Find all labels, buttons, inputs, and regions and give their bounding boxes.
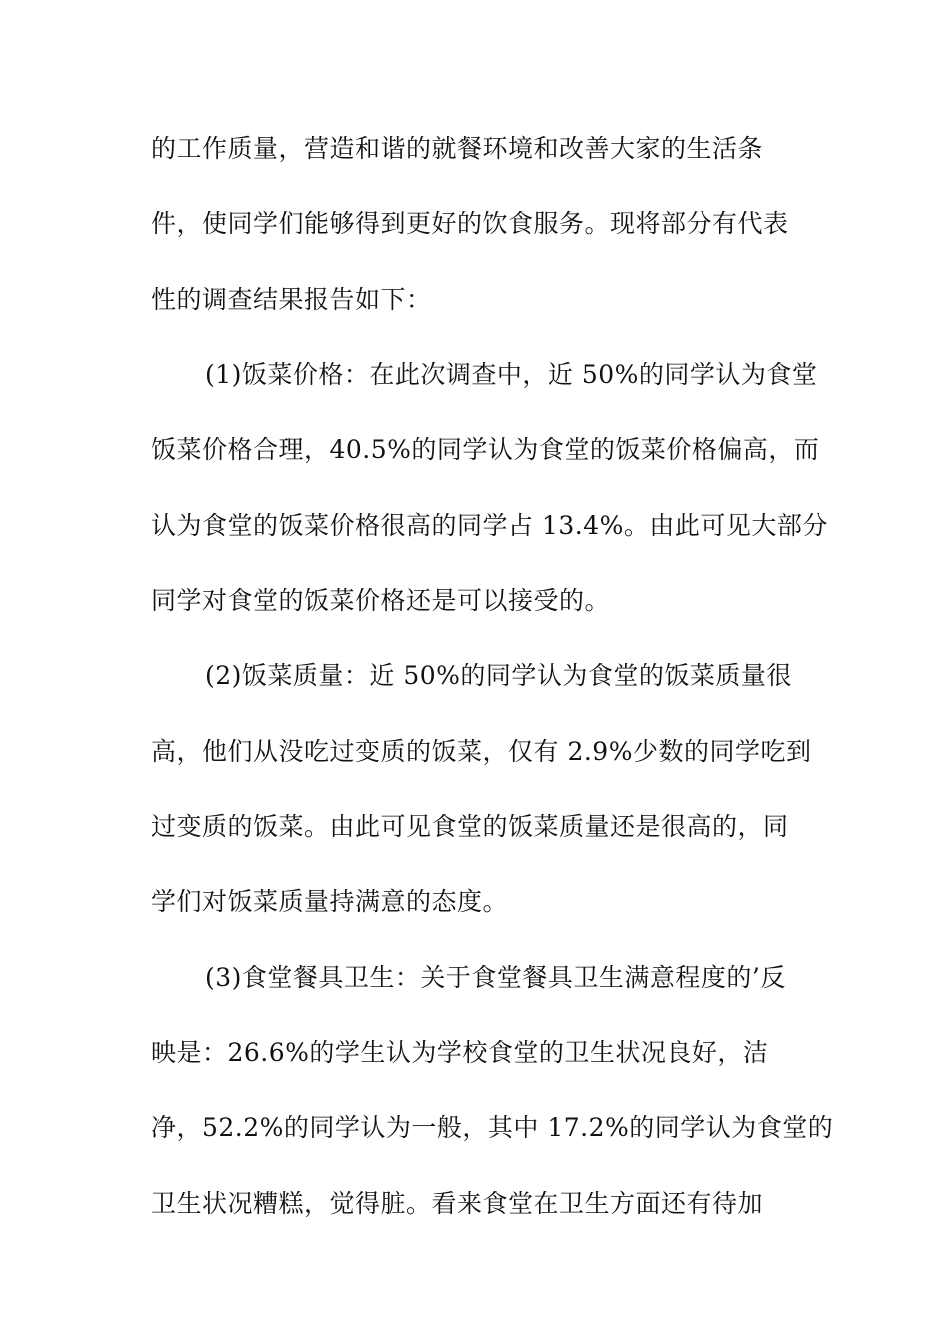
text-line: 同学对食堂的饭菜价格还是可以接受的。	[151, 586, 611, 615]
text-line: 过变质的饭菜。由此可见食堂的饭菜质量还是很高的，同	[151, 812, 789, 841]
text-line: 映是：26.6%的学生认为学校食堂的卫生状况良好，洁	[151, 1038, 769, 1067]
text-line: 的工作质量，营造和谐的就餐环境和改善大家的生活条	[151, 134, 764, 163]
text-line: 饭菜价格合理，40.5%的同学认为食堂的饭菜价格偏高，而	[151, 435, 820, 464]
text-line: 净，52.2%的同学认为一般，其中 17.2%的同学认为食堂的	[151, 1113, 834, 1142]
text-line: 件，使同学们能够得到更好的饮食服务。现将部分有代表	[151, 209, 789, 238]
text-line: 认为食堂的饭菜价格很高的同学占 13.4%。由此可见大部分	[151, 511, 828, 540]
paragraph-start-price: (1)饭菜价格：在此次调查中，近 50%的同学认为食堂	[205, 360, 818, 389]
text-line: 卫生状况糟糕，觉得脏。看来食堂在卫生方面还有待加	[151, 1189, 764, 1218]
text-line: 性的调查结果报告如下：	[151, 285, 432, 314]
text-line: 学们对饭菜质量持满意的态度。	[151, 887, 509, 916]
paragraph-start-quality: (2)饭菜质量：近 50%的同学认为食堂的饭菜质量很	[205, 661, 792, 690]
text-line: 高，他们从没吃过变质的饭菜，仅有 2.9%少数的同学吃到	[151, 737, 812, 766]
paragraph-start-hygiene: (3)食堂餐具卫生：关于食堂餐具卫生满意程度的’反	[205, 963, 786, 992]
